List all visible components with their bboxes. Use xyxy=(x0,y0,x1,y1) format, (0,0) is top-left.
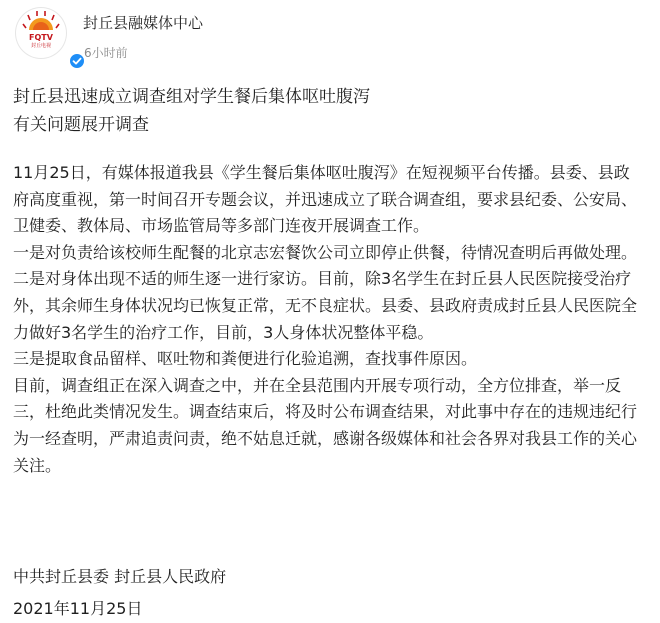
post-title xyxy=(13,83,370,139)
logo-subtext: 封丘电视 xyxy=(30,43,51,49)
post-paragraph: 二是对身体出现不适的师生逐一进行家访。目前，除3名学生在封丘县人民医院接受治疗外，其余师生身体状况均已恢复正常，无不良症状。县委、县政府责成封丘县人民医院全力做好3名学生的治疗工作，目前，3人身体状况整体平稳。 xyxy=(13,269,638,342)
account-name[interactable]: 封丘县融媒体中心 xyxy=(83,14,204,32)
logo-text: FQTV xyxy=(29,33,53,42)
post-body xyxy=(13,160,645,479)
avatar[interactable] xyxy=(16,8,66,58)
post-time: 6小时前 xyxy=(84,46,128,60)
post-date: 2021年11月25日 xyxy=(13,599,143,618)
post-title-line: 封丘县迅速成立调查组对学生餐后集体呕吐腹泻 xyxy=(13,87,370,107)
post-paragraph: 11月25日，有媒体报道我县《学生餐后集体呕吐腹泻》在短视频平台传播。县委、县政府高度重视，第一时间召开专题会议，并迅速成立了联合调查组，要求县纪委、公安局、卫健委、教体局、市场监管局等多部门连夜开展调查工作。 xyxy=(13,163,638,236)
post-paragraph: 目前，调查组正在深入调查之中，并在全县范围内开展专项行动，全方位排查，举一反三，杜绝此类情况发生。调查结束后，将及时公布调查结果，对此事中存在的违规违纪行为一经查明，严肃追责问责，绝不姑息迁就，感谢各级媒体和社会各界对我县工作的关心关注。 xyxy=(13,375,638,475)
post-paragraph: 三是提取食品留样、呕吐物和粪便进行化验追溯，查找事件原因。 xyxy=(13,349,478,369)
post-signature: 中共封丘县委 封丘县人民政府 xyxy=(13,567,227,586)
post-title-line: 有关问题展开调查 xyxy=(13,115,149,135)
post-paragraph: 一是对负责给该校师生配餐的北京志宏餐饮公司立即停止供餐，待情况查明后再做处理。 xyxy=(13,242,638,262)
